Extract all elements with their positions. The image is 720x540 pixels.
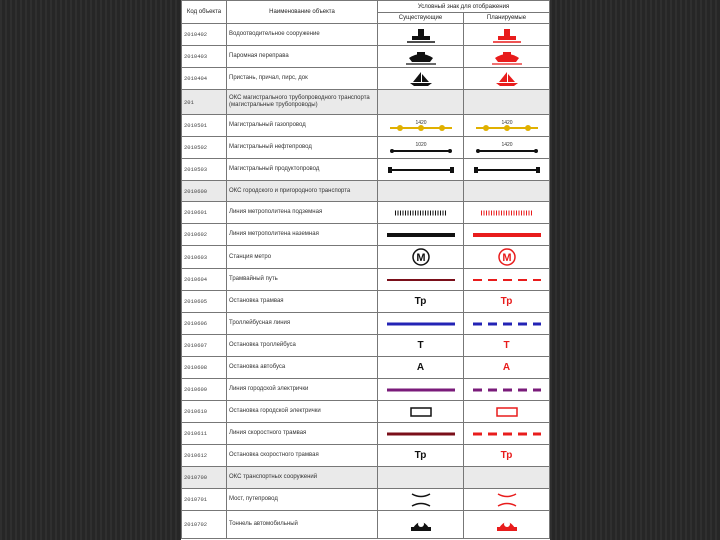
oil-diameter-label: 1020: [414, 141, 427, 148]
symbol-existing: [378, 335, 464, 357]
object-code: 2010701: [182, 489, 227, 511]
symbol-planned: [464, 379, 550, 401]
object-code: 2010404: [182, 68, 227, 90]
ferry-existing-icon: [401, 48, 441, 66]
object-code: 2010501: [182, 115, 227, 137]
symbol-planned: [464, 24, 550, 46]
gas-diameter-label: 1420: [500, 119, 513, 126]
svg-text:M: M: [501, 252, 512, 264]
legend-row: [182, 246, 550, 269]
rect-planned-icon: [495, 406, 519, 418]
ferry-planned-icon: [487, 48, 527, 66]
ship-planned-icon: [487, 26, 527, 44]
fast-tram-existing-icon: [381, 430, 461, 438]
svg-text:M: M: [415, 252, 426, 264]
symbol-existing: [378, 224, 464, 246]
object-name: Трамвайный путь: [227, 269, 378, 291]
legend-row: [182, 137, 550, 159]
object-code: 2010403: [182, 46, 227, 68]
symbol-planned: [464, 423, 550, 445]
object-code: 2010502: [182, 137, 227, 159]
symbol-planned: [464, 511, 550, 539]
object-name: Остановка городской электрички: [227, 401, 378, 423]
symbol-existing: [378, 115, 464, 137]
symbol-planned: [464, 357, 550, 379]
tram-track-planned-icon: [467, 276, 547, 284]
object-name: Магистральный продуктопровод: [227, 159, 378, 181]
symbol-planned: [464, 401, 550, 423]
tram-track-existing-icon: [381, 276, 461, 284]
left-backdrop: [0, 0, 181, 540]
legend-row: [182, 423, 550, 445]
symbol-planned: [464, 445, 550, 467]
symbol-existing: [378, 423, 464, 445]
object-name: ОКС магистрального трубопроводного транспорта (магистральные трубопроводы): [227, 90, 378, 115]
legend-row: [182, 291, 550, 313]
legend-row: [182, 489, 550, 511]
metro-above-planned-icon: [467, 231, 547, 239]
symbol-planned: [464, 224, 550, 246]
symbol-existing: [378, 489, 464, 511]
object-name: Остановка автобуса: [227, 357, 378, 379]
symbol-existing: [378, 202, 464, 224]
stop-abbreviation-existing: Тр: [414, 450, 427, 461]
symbol-planned: [464, 202, 550, 224]
legend-row: [182, 313, 550, 335]
object-name: Станция метро: [227, 246, 378, 269]
header-symbol: Условный знак для отображения: [378, 1, 550, 13]
stop-abbreviation-planned: А: [502, 362, 511, 373]
object-name: Водоотводительное сооружение: [227, 24, 378, 46]
symbol-existing: [378, 24, 464, 46]
metro-under-existing-icon: [391, 209, 451, 217]
object-code: 2010702: [182, 511, 227, 539]
object-name: Магистральный нефтепровод: [227, 137, 378, 159]
symbol-planned: [464, 269, 550, 291]
symbol-existing: [378, 181, 464, 202]
oil-existing-icon: [386, 141, 456, 155]
object-code: 2010604: [182, 269, 227, 291]
symbol-existing: [378, 90, 464, 115]
legend-row: [182, 202, 550, 224]
symbol-planned: [464, 467, 550, 489]
legend-row: [182, 379, 550, 401]
object-name: ОКС городского и пригородного транспорта: [227, 181, 378, 202]
symbol-planned: [464, 137, 550, 159]
group-row: [182, 181, 550, 202]
stop-abbreviation-existing: Т: [417, 340, 424, 351]
boat-existing-icon: [401, 70, 441, 88]
object-name: Остановка троллейбуса: [227, 335, 378, 357]
object-name: Линия скоростного трамвая: [227, 423, 378, 445]
symbol-existing: [378, 379, 464, 401]
stop-abbreviation-planned: Тр: [500, 296, 513, 307]
symbol-existing: [378, 246, 464, 269]
object-code: 2010608: [182, 357, 227, 379]
symbol-existing: [378, 137, 464, 159]
symbol-existing: [378, 68, 464, 90]
ship-existing-icon: [401, 26, 441, 44]
legend-row: [182, 159, 550, 181]
object-code: 2010606: [182, 313, 227, 335]
gas-diameter-label: 1420: [414, 119, 427, 126]
object-name: Троллейбусная линия: [227, 313, 378, 335]
metro-above-existing-icon: [381, 231, 461, 239]
object-name: Линия метрополитена подземная: [227, 202, 378, 224]
product-existing-icon: [386, 165, 456, 175]
legend-row: [182, 224, 550, 246]
city-train-existing-icon: [381, 386, 461, 394]
symbol-existing: [378, 401, 464, 423]
object-code: 201: [182, 90, 227, 115]
object-code: 2010610: [182, 401, 227, 423]
header-existing: Существующие: [378, 13, 464, 24]
object-code: 2010503: [182, 159, 227, 181]
object-code: 2010600: [182, 181, 227, 202]
legend-row: [182, 511, 550, 539]
symbol-planned: [464, 335, 550, 357]
object-name: Линия городской электрички: [227, 379, 378, 401]
symbol-planned: [464, 291, 550, 313]
symbol-existing: [378, 313, 464, 335]
legend-row: [182, 46, 550, 68]
symbol-existing: [378, 445, 464, 467]
legend-row: [182, 335, 550, 357]
tunnel-existing-icon: [406, 514, 436, 536]
object-name: Линия метрополитена наземная: [227, 224, 378, 246]
legend-row: [182, 401, 550, 423]
symbol-existing: [378, 291, 464, 313]
symbol-existing: [378, 357, 464, 379]
symbol-planned: [464, 313, 550, 335]
stop-abbreviation-existing: А: [416, 362, 425, 373]
symbol-planned: [464, 46, 550, 68]
product-planned-icon: [472, 165, 542, 175]
stop-abbreviation-planned: Тр: [500, 450, 513, 461]
gas-planned-icon: [472, 119, 542, 133]
group-row: [182, 467, 550, 489]
city-train-planned-icon: [467, 386, 547, 394]
object-name: Тоннель автомобильный: [227, 511, 378, 539]
object-code: 2010602: [182, 224, 227, 246]
legend-row: [182, 445, 550, 467]
header-code: Код объекта: [182, 1, 227, 24]
object-code: 2010402: [182, 24, 227, 46]
bridge-planned-icon: [492, 491, 522, 509]
rect-existing-icon: [409, 406, 433, 418]
legend-row: [182, 269, 550, 291]
object-code: 2010611: [182, 423, 227, 445]
legend-row: [182, 357, 550, 379]
object-code: 2010700: [182, 467, 227, 489]
legend-body: [182, 24, 550, 539]
object-name: Мост, путепровод: [227, 489, 378, 511]
symbol-planned: [464, 181, 550, 202]
symbol-planned: [464, 246, 550, 269]
object-name: Магистральный газопровод: [227, 115, 378, 137]
tunnel-planned-icon: [492, 514, 522, 536]
fast-tram-planned-icon: [467, 430, 547, 438]
symbol-existing: [378, 159, 464, 181]
group-row: [182, 90, 550, 115]
symbol-planned: [464, 68, 550, 90]
object-code: 2010612: [182, 445, 227, 467]
legend-row: [182, 24, 550, 46]
boat-planned-icon: [487, 70, 527, 88]
symbol-existing: [378, 511, 464, 539]
metro-station-existing-icon: [410, 246, 432, 268]
object-code: 2010609: [182, 379, 227, 401]
header-planned: Планируемые: [464, 13, 550, 24]
symbol-planned: [464, 90, 550, 115]
object-name: Остановка трамвая: [227, 291, 378, 313]
bridge-existing-icon: [406, 491, 436, 509]
symbol-planned: [464, 489, 550, 511]
gas-existing-icon: [386, 119, 456, 133]
object-name: ОКС транспортных сооружений: [227, 467, 378, 489]
symbol-existing: [378, 269, 464, 291]
object-code: 2010605: [182, 291, 227, 313]
object-code: 2010601: [182, 202, 227, 224]
oil-diameter-label: 1420: [500, 141, 513, 148]
trolley-line-planned-icon: [467, 320, 547, 328]
object-name: Пристань, причал, пирс, док: [227, 68, 378, 90]
object-code: 2010607: [182, 335, 227, 357]
header-name: Наименование объекта: [227, 1, 378, 24]
stop-abbreviation-planned: Т: [503, 340, 510, 351]
object-name: Паромная переправа: [227, 46, 378, 68]
legend-document: [181, 0, 550, 540]
object-code: 2010603: [182, 246, 227, 269]
metro-station-planned-icon: [496, 246, 518, 268]
legend-row: [182, 68, 550, 90]
symbol-existing: [378, 46, 464, 68]
legend-table: [181, 0, 550, 539]
stop-abbreviation-existing: Тр: [414, 296, 427, 307]
symbol-existing: [378, 467, 464, 489]
symbol-planned: [464, 115, 550, 137]
metro-under-planned-icon: [477, 209, 537, 217]
object-name: Остановка скоростного трамвая: [227, 445, 378, 467]
trolley-line-existing-icon: [381, 320, 461, 328]
symbol-planned: [464, 159, 550, 181]
legend-row: [182, 115, 550, 137]
oil-planned-icon: [472, 141, 542, 155]
right-backdrop: [550, 0, 720, 540]
